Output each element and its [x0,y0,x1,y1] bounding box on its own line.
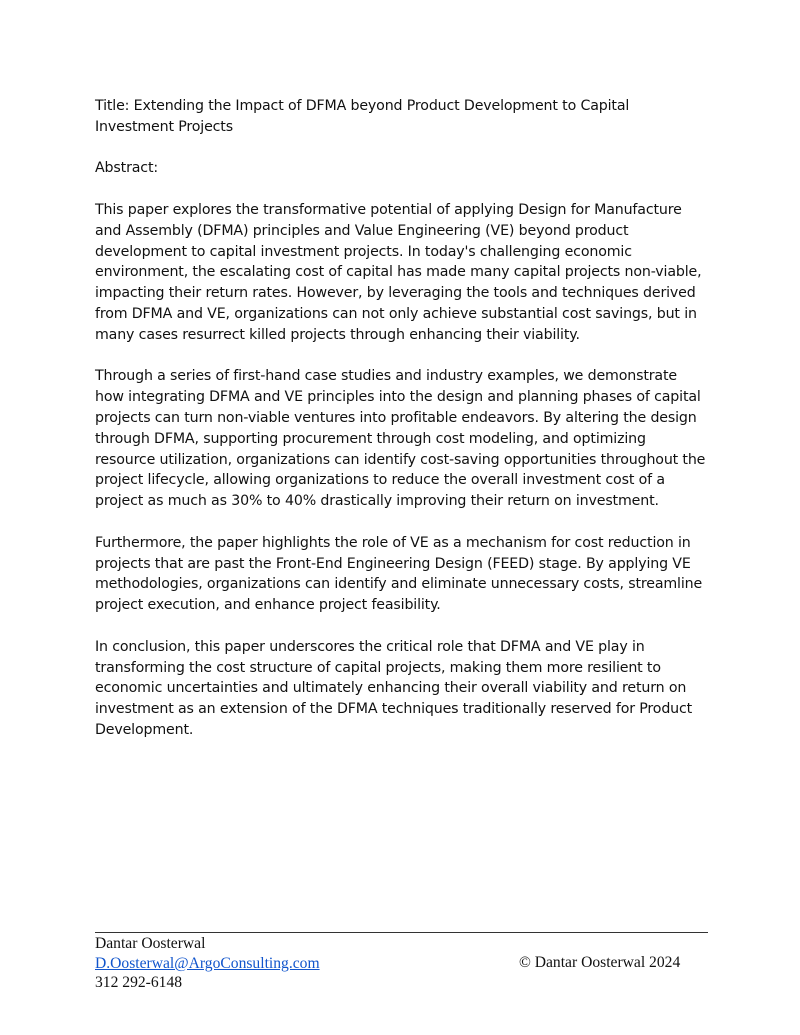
abstract-paragraph-4: In conclusion, this paper underscores the critical role that DFMA and VE play in transforming the cost structure of capital projects, making them more resilient to economic uncertainties and ultimately enhancing their overall viability and return on investment as an extension of the DFMA techniques traditionally reserved for Product Development. [95,638,693,738]
abstract-paragraph-2: Through a series of first-hand case studies and industry examples, we demonstrate how integrating DFMA and VE principles into the design and planning phases of capital projects can turn non-viable ventures into profitable endeavors. By altering the design through DFMA, supporting procurement through cost modeling, and optimizing resource utilization, organizations can identify cost-saving opportunities throughout the project lifecycle, allowing organizations to reduce the overall investment cost of a project as much as 30% to 40% drastically improving their return on investment. [95,368,706,510]
footer-author: Dantar Oosterwal [95,935,206,952]
footer-divider [95,932,708,933]
document-title: Title: Extending the Impact of DFMA beyond Product Development to Capital Investment Projects [95,98,630,135]
abstract-heading: Abstract: [95,160,158,177]
footer-copyright: © Dantar Oosterwal 2024 [519,954,681,971]
document-body [95,96,707,762]
abstract-paragraph-1: This paper explores the transformative potential of applying Design for Manufacture and Assembly (DFMA) principles and Value Engineering (VE) beyond product development to capital investment projects. In today's challenging economic environment, the escalating cost of capital has made many capital projects non-viable, impacting their return rates. However, by leveraging the tools and techniques derived from DFMA and VE, organizations can not only achieve substantial cost savings, but in many cases resurrect killed projects through enhancing their viability. [95,201,702,343]
abstract-paragraph-3: Furthermore, the paper highlights the role of VE as a mechanism for cost reduction in projects that are past the Front-End Engineering Design (FEED) stage. By applying VE methodologies, organizations can identify and eliminate unnecessary costs, streamline project execution, and enhance project feasibility. [95,534,703,614]
footer-phone: 312 292-6148 [95,974,183,991]
footer-email-link[interactable]: D.Oosterwal@ArgoConsulting.com [95,954,320,972]
